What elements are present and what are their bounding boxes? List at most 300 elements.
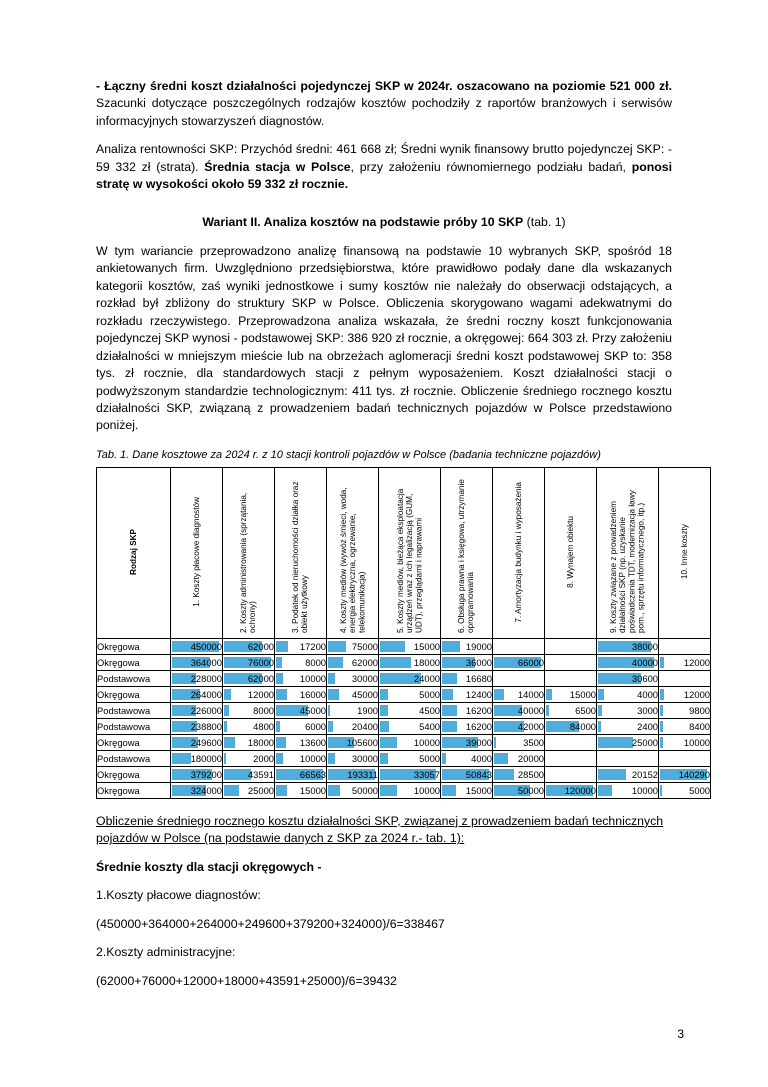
cell-value-text: 450000 [190, 640, 222, 652]
cell-data-bar [380, 705, 388, 716]
cell-data-bar [494, 753, 508, 764]
table-cell-type: Okręgowa [97, 654, 171, 670]
cell-value-text: 62000 [247, 640, 274, 652]
table-cell-type: Podstawowa [97, 702, 171, 718]
table-cell-value [493, 654, 545, 670]
cell-value-text: 12000 [683, 656, 710, 668]
cell-data-bar [328, 705, 330, 716]
table-cell-value [327, 638, 379, 654]
cell-value-text: 4800 [253, 720, 274, 732]
cell-value-text: 8000 [305, 656, 326, 668]
table-header-label: 2. Koszty administrowania (sprzątania, ochrony) [239, 492, 258, 633]
table-header-label: 1. Koszty płacowe diagnostów [191, 497, 201, 607]
cell-value-text: 4000 [471, 752, 492, 764]
cell-value-text: 25000 [247, 784, 274, 796]
table-header-cell [379, 467, 441, 638]
table-cell-value [223, 782, 275, 798]
cell-value-text: 2400 [637, 720, 658, 732]
cell-value-text: 66563 [299, 768, 326, 780]
cell-value-text: 4500 [419, 704, 440, 716]
table-header-row [97, 467, 711, 638]
table-cell-value [545, 750, 597, 766]
table-cell-value [493, 734, 545, 750]
cell-value-text: 16680 [465, 672, 492, 684]
cell-value-text: 76000 [247, 656, 274, 668]
table-cell-value [597, 686, 659, 702]
table-row [97, 670, 711, 686]
cell-data-bar [598, 785, 612, 796]
cell-value-text: 9800 [689, 704, 710, 716]
table-cell-value [545, 734, 597, 750]
table-row [97, 638, 711, 654]
table-cell-value [493, 750, 545, 766]
profitability-text-a: Analiza rentowności SKP: Przychód średni: 461 668 zł; Średni wynik finansowy brutto pojedynczej SKP: - 59 332 zł (strata). [96, 142, 672, 174]
cell-value-text: 120000 [564, 784, 596, 796]
cell-data-bar [224, 785, 239, 796]
profitability-text-b: Średnia stacja w Polsce [204, 159, 351, 174]
cell-value-text: 28500 [517, 768, 544, 780]
cell-value-text: 3500 [523, 736, 544, 748]
cell-value-text: 10000 [299, 752, 326, 764]
table-cell-value [223, 734, 275, 750]
table-cell-value [171, 766, 223, 782]
cell-value-text: 5400 [419, 720, 440, 732]
cell-data-bar [598, 737, 633, 748]
table-cell-value [223, 686, 275, 702]
table-cell-value [275, 750, 327, 766]
cell-value-text: 324000 [190, 784, 222, 796]
table-cell-value [441, 638, 493, 654]
table-cell-value [171, 718, 223, 734]
table-cell-value [493, 638, 545, 654]
table-cell-value [275, 670, 327, 686]
cell-value-text: 62000 [247, 672, 274, 684]
cell-data-bar [276, 689, 287, 700]
table-cell-value [379, 638, 441, 654]
table-cell-value [659, 702, 711, 718]
cell-value-text: 238800 [190, 720, 222, 732]
table-cell-value [441, 766, 493, 782]
cell-value-text: 3000 [637, 704, 658, 716]
table-cell-value [659, 782, 711, 798]
table-cell-value [171, 750, 223, 766]
table-cell-value [545, 654, 597, 670]
cell-data-bar [442, 689, 453, 700]
table-cell-value [597, 782, 659, 798]
table-cell-value [545, 638, 597, 654]
table-cell-value [379, 782, 441, 798]
cell-value-text: 4000 [637, 688, 658, 700]
table-row [97, 686, 711, 702]
table-header-cell [597, 467, 659, 638]
cell-data-bar [328, 721, 333, 732]
cell-value-text: 30600 [631, 672, 658, 684]
table-cell-value [327, 686, 379, 702]
cell-data-bar [224, 753, 226, 764]
table-row [97, 734, 711, 750]
cell-data-bar [598, 689, 604, 700]
cell-value-text: 5000 [689, 784, 710, 796]
table-cell-value [441, 734, 493, 750]
paragraph-item-2-formula: (62000+76000+12000+18000+43591+25000)/6=39432 [96, 973, 397, 988]
paragraph-total-cost [96, 78, 672, 130]
table-cell-value [171, 702, 223, 718]
table-cell-value [379, 654, 441, 670]
cell-value-text: 25000 [631, 736, 658, 748]
table-cell-type: Okręgowa [97, 686, 171, 702]
table-header-label: 3. Podatek od nieruchomości działka oraz obiekt użytkowy [291, 481, 310, 633]
table-cell-value [171, 686, 223, 702]
table-header-cell [441, 467, 493, 638]
cell-value-text: 379200 [190, 768, 222, 780]
table-cell-value [545, 702, 597, 718]
cell-value-text: 19000 [465, 640, 492, 652]
table-cell-value [379, 702, 441, 718]
table-header-label: 8. Wynajem obiektu [565, 515, 575, 588]
cell-value-text: 16200 [465, 704, 492, 716]
table-row [97, 750, 711, 766]
table-row [97, 718, 711, 734]
table-cell-value [597, 766, 659, 782]
cell-value-text: 16000 [299, 688, 326, 700]
cell-data-bar [660, 785, 662, 796]
cell-data-bar [276, 785, 287, 796]
cell-data-bar [494, 689, 504, 700]
cell-data-bar [328, 785, 340, 796]
table-cell-value [327, 718, 379, 734]
cell-value-text: 36000 [465, 656, 492, 668]
table-cell-value [275, 782, 327, 798]
cell-data-bar [380, 721, 389, 732]
table-cell-type: Okręgowa [97, 734, 171, 750]
table-cell-value [379, 686, 441, 702]
cell-value-text: 249600 [190, 736, 222, 748]
table-cell-value [171, 638, 223, 654]
cell-value-text: 50843 [465, 768, 492, 780]
cell-value-text: 50000 [351, 784, 378, 796]
table-header-label: Rodzaj SKP [128, 528, 138, 575]
table-cell-value [597, 718, 659, 734]
cell-value-text: 264000 [190, 688, 222, 700]
cell-value-text: 66000 [517, 656, 544, 668]
table-cell-value [327, 702, 379, 718]
table-cell-value [441, 686, 493, 702]
cell-data-bar [276, 673, 283, 684]
cell-value-text: 10000 [413, 736, 440, 748]
cell-data-bar [660, 689, 664, 700]
cell-value-text: 20000 [517, 752, 544, 764]
cell-data-bar [660, 737, 663, 748]
table-cell-value [223, 750, 275, 766]
paragraph-calculation-intro: Obliczenie średniego rocznego kosztu działalności SKP, związanej z prowadzeniem badań technicznych pojazdów w Polsce (na podstawie danych z SKP za 2024 r.- tab. 1): [96, 813, 664, 846]
table-cell-value [597, 734, 659, 750]
table-cell-value [379, 750, 441, 766]
table-cell-value [597, 750, 659, 766]
cell-value-text: 20152 [631, 768, 658, 780]
table-cell-value [275, 638, 327, 654]
cell-value-text: 5000 [419, 752, 440, 764]
paragraph-item-1: 1.Koszty płacowe diagnostów: [96, 888, 261, 903]
cell-value-text: 42000 [517, 720, 544, 732]
cell-value-text: 1900 [357, 704, 378, 716]
table-cell-value [275, 734, 327, 750]
cell-data-bar [224, 737, 235, 748]
cell-data-bar [276, 657, 282, 668]
cell-data-bar [380, 737, 397, 748]
cell-data-bar [660, 721, 663, 732]
cell-value-text: 180000 [190, 752, 222, 764]
cell-value-text: 30000 [351, 672, 378, 684]
cell-data-bar [442, 641, 460, 652]
table-row [97, 654, 711, 670]
cell-data-bar [598, 769, 626, 780]
table-cell-value [545, 686, 597, 702]
cell-value-text: 50000 [517, 784, 544, 796]
cell-data-bar [598, 705, 602, 716]
table-cell-value [171, 782, 223, 798]
cell-data-bar [328, 753, 335, 764]
cell-value-text: 12000 [247, 688, 274, 700]
table-cell-value [327, 766, 379, 782]
cell-value-text: 12400 [465, 688, 492, 700]
table-cell-value [379, 718, 441, 734]
cell-value-text: 364000 [190, 656, 222, 668]
cell-value-text: 15000 [413, 640, 440, 652]
cell-value-text: 24000 [413, 672, 440, 684]
cell-value-text: 10000 [413, 784, 440, 796]
cell-value-text: 140290 [678, 768, 710, 780]
table-cell-type: Podstawowa [97, 670, 171, 686]
cell-value-text: 13600 [299, 736, 326, 748]
table-cell-value [493, 686, 545, 702]
cell-value-text: 62000 [351, 656, 378, 668]
table-cell-value [379, 766, 441, 782]
cell-data-bar [442, 785, 456, 796]
cell-value-text: 45000 [351, 688, 378, 700]
table-cell-value [545, 718, 597, 734]
cell-value-text: 16200 [465, 720, 492, 732]
cell-data-bar [380, 641, 405, 652]
table-row [97, 782, 711, 798]
table-cell-value [441, 654, 493, 670]
cell-value-text: 14000 [517, 688, 544, 700]
cell-data-bar [380, 689, 388, 700]
paragraph-total-cost-bold: - Łączny średni koszt działalności pojedynczej SKP w 2024r. oszacowano na poziomie 521 000 zł. [96, 79, 672, 93]
paragraph-total-cost-rest: Szacunki dotyczące poszczególnych rodzajów kosztów pochodziły z raportów branżowych i serwisów informacyjnych stowarzyszeń diagnostów. [96, 96, 672, 128]
cell-data-bar [546, 689, 552, 700]
table-cell-value [223, 718, 275, 734]
cell-data-bar [276, 753, 283, 764]
cell-value-text: 45000 [299, 704, 326, 716]
cell-value-text: 84000 [569, 720, 596, 732]
table-header-cell [493, 467, 545, 638]
cell-value-text: 33057 [413, 768, 440, 780]
cell-data-bar [546, 705, 549, 716]
table-body [97, 638, 711, 798]
cell-data-bar [328, 689, 339, 700]
cell-value-text: 40000 [517, 704, 544, 716]
cell-data-bar [224, 721, 227, 732]
cell-data-bar [598, 721, 601, 732]
table-cell-value [327, 654, 379, 670]
cell-data-bar [224, 705, 229, 716]
cell-value-text: 10000 [683, 736, 710, 748]
cell-data-bar [328, 657, 343, 668]
cell-value-text: 75000 [351, 640, 378, 652]
table-cell-value [659, 750, 711, 766]
cell-value-text: 15000 [465, 784, 492, 796]
table-cell-value [493, 718, 545, 734]
cell-value-text: 10000 [631, 784, 658, 796]
table-cell-value [659, 638, 711, 654]
table-cell-value [275, 702, 327, 718]
cell-value-text: 30000 [351, 752, 378, 764]
cell-value-text: 8000 [253, 704, 274, 716]
table-header-cell [327, 467, 379, 638]
table-cell-value [327, 750, 379, 766]
table-cell-value [171, 734, 223, 750]
table-cell-value [441, 718, 493, 734]
cell-value-text: 10000 [299, 672, 326, 684]
cell-data-bar [276, 737, 286, 748]
table-row [97, 766, 711, 782]
cell-data-bar [442, 673, 457, 684]
cell-value-text: 40000 [631, 656, 658, 668]
paragraph-item-2: 2.Koszty administracyjne: [96, 945, 236, 960]
table-header-label: 6. Obsługa prawna i księgowa, utrzymanie oprogramowania [457, 479, 476, 633]
cell-data-bar [276, 721, 280, 732]
cell-value-text: 226000 [190, 704, 222, 716]
table-cell-value [493, 670, 545, 686]
table-header-label: 10. Inne koszty [679, 524, 689, 580]
table-cell-type: Okręgowa [97, 638, 171, 654]
table-cell-value [441, 782, 493, 798]
cell-data-bar [494, 737, 496, 748]
cell-value-text: 193311 [347, 768, 378, 780]
table-cell-value [659, 670, 711, 686]
paragraph-variant-description: W tym wariancie przeprowadzono analizę finansową na podstawie 10 wybranych SKP, spośród 18 ankietowanych firm. Uwzględniono przedsiębiorstwa, które prawidłowo podały dane dla wskazanych kategorii kosztów, zaś wyniki jednostkowe i sumy kosztów nie należały do obserwacji odstających, a rozkład był zbliżony do struktury SKP w Polsce. Obliczenia skorygowano wagami adekwatnymi do rozkładu rzeczywistego. Przeprowadzona analiza wskazała, że średni roczny koszt funkcjonowania pojedynczej SKP wynosi - podstawowej SKP: 386 920 zł rocznie, a okręgowej: 664 303 zł. Przy założeniu działalności w mniejszym mieście lub na obrzeżach aglomeracji średni koszt podstawowej SKP to: 358 tys. zł rocznie, dla standardowych stacji z pełnym wyposażeniem. Koszt działalności stacji o podwyższonym standardzie technologicznym: 411 tys. zł rocznie. Obliczenie średniego rocznego kosztu działalności SKP, związaną z prowadzeniem badań technicznych pojazdów w Polsce przedstawiono poniżej. [96, 243, 672, 433]
table-cell-value [659, 686, 711, 702]
cell-data-bar [328, 641, 346, 652]
table-cell-value [441, 670, 493, 686]
cell-value-text: 39000 [465, 736, 492, 748]
table-header-label: 4. Koszty mediów (wywóz śmieci, woda, energia elektryczna, ogrzewanie, telekomunikacja) [338, 487, 367, 633]
table-header-cell [171, 467, 223, 638]
table-cell-value [597, 702, 659, 718]
cell-value-text: 8400 [689, 720, 710, 732]
section-heading-note: (tab. 1) [523, 214, 566, 229]
table-cell-value [223, 766, 275, 782]
table-header-cell [545, 467, 597, 638]
paragraph-profitability [96, 141, 672, 193]
cell-data-bar [660, 705, 663, 716]
cell-value-text: 17200 [299, 640, 326, 652]
cell-data-bar [660, 657, 664, 668]
cost-data-table [96, 467, 711, 799]
cell-value-text: 18000 [413, 656, 440, 668]
cell-value-text: 20400 [351, 720, 378, 732]
table-cell-value [659, 654, 711, 670]
table-header-label: 9. Koszty związane z prowadzeniem działalności SKP (np. uzyskanie poświadczenia TDT, modernizacja ławy pom., sprzętu informatycznego, itp.) [609, 490, 646, 633]
paragraph-regional-costs-title: Średnie koszty dla stacji okręgowych - [96, 859, 322, 874]
table-cell-value [275, 766, 327, 782]
cell-value-text: 2000 [253, 752, 274, 764]
table-cell-type: Okręgowa [97, 782, 171, 798]
cell-value-text: 38000 [631, 640, 658, 652]
table-cell-value [659, 718, 711, 734]
table-row [97, 702, 711, 718]
table-cell-value [493, 782, 545, 798]
table-cell-value [545, 766, 597, 782]
cell-value-text: 228000 [190, 672, 222, 684]
table-cell-value [597, 638, 659, 654]
cell-value-text: 12000 [683, 688, 710, 700]
table-cell-value [327, 670, 379, 686]
table-cell-value [171, 670, 223, 686]
table-cell-value [379, 670, 441, 686]
table-cell-value [545, 670, 597, 686]
table-cell-value [659, 766, 711, 782]
table-header-cell [223, 467, 275, 638]
table-cell-value [441, 750, 493, 766]
table-cell-value [545, 782, 597, 798]
table-cell-value [171, 654, 223, 670]
cell-data-bar [442, 705, 457, 716]
table-header-cell [659, 467, 711, 638]
cell-data-bar [442, 721, 457, 732]
table-cell-type: Podstawowa [97, 750, 171, 766]
paragraph-item-1-formula: (450000+364000+264000+249600+379200+324000)/6=338467 [96, 916, 445, 931]
section-heading-main: Wariant II. Analiza kosztów na podstawie próby 10 SKP [202, 214, 524, 229]
table-cell-value [327, 734, 379, 750]
table-cell-type: Okręgowa [97, 766, 171, 782]
table-caption: Tab. 1. Dane kosztowe za 2024 r. z 10 stacji kontroli pojazdów w Polsce (badania techniczne pojazdów) [96, 448, 601, 461]
table-cell-value [441, 702, 493, 718]
table-cell-value [379, 734, 441, 750]
cell-data-bar [224, 689, 231, 700]
cell-data-bar [442, 753, 446, 764]
cell-data-bar [328, 673, 335, 684]
table-cell-value [327, 782, 379, 798]
table-cell-value [275, 686, 327, 702]
table-cell-value [597, 670, 659, 686]
table-header-label: 7. Amortyzacja budynku i wyposażenia [513, 481, 523, 623]
cell-value-text: 5000 [419, 688, 440, 700]
table-cell-value [223, 670, 275, 686]
table-cell-type: Podstawowa [97, 718, 171, 734]
cell-data-bar [494, 769, 514, 780]
table-cell-value [223, 702, 275, 718]
cell-data-bar [380, 657, 411, 668]
cell-data-bar [380, 785, 397, 796]
table-cell-value [223, 654, 275, 670]
cell-value-text: 15000 [299, 784, 326, 796]
profitability-text-c: , przy założeniu równomiernego podziału badań, [350, 159, 632, 174]
table-cell-value [275, 654, 327, 670]
section-heading [96, 214, 672, 231]
table-header-cell [97, 467, 171, 638]
page-number: 3 [677, 1027, 684, 1041]
cell-value-text: 105600 [346, 736, 378, 748]
cell-value-text: 15000 [569, 688, 596, 700]
table-cell-value [597, 654, 659, 670]
table-header-label: 5. Koszty mediów, bieżąca eksploatacja urządzeń wraz z ich legalizacją (GUM, UDT), przeglądami i naprawami [395, 488, 424, 633]
table-cell-value [659, 734, 711, 750]
profitability-text-d: ponosi stratę w wysokości około 59 332 zł rocznie. [96, 159, 672, 192]
table-header-cell [275, 467, 327, 638]
cell-data-bar [172, 753, 191, 764]
cell-data-bar [276, 641, 288, 652]
